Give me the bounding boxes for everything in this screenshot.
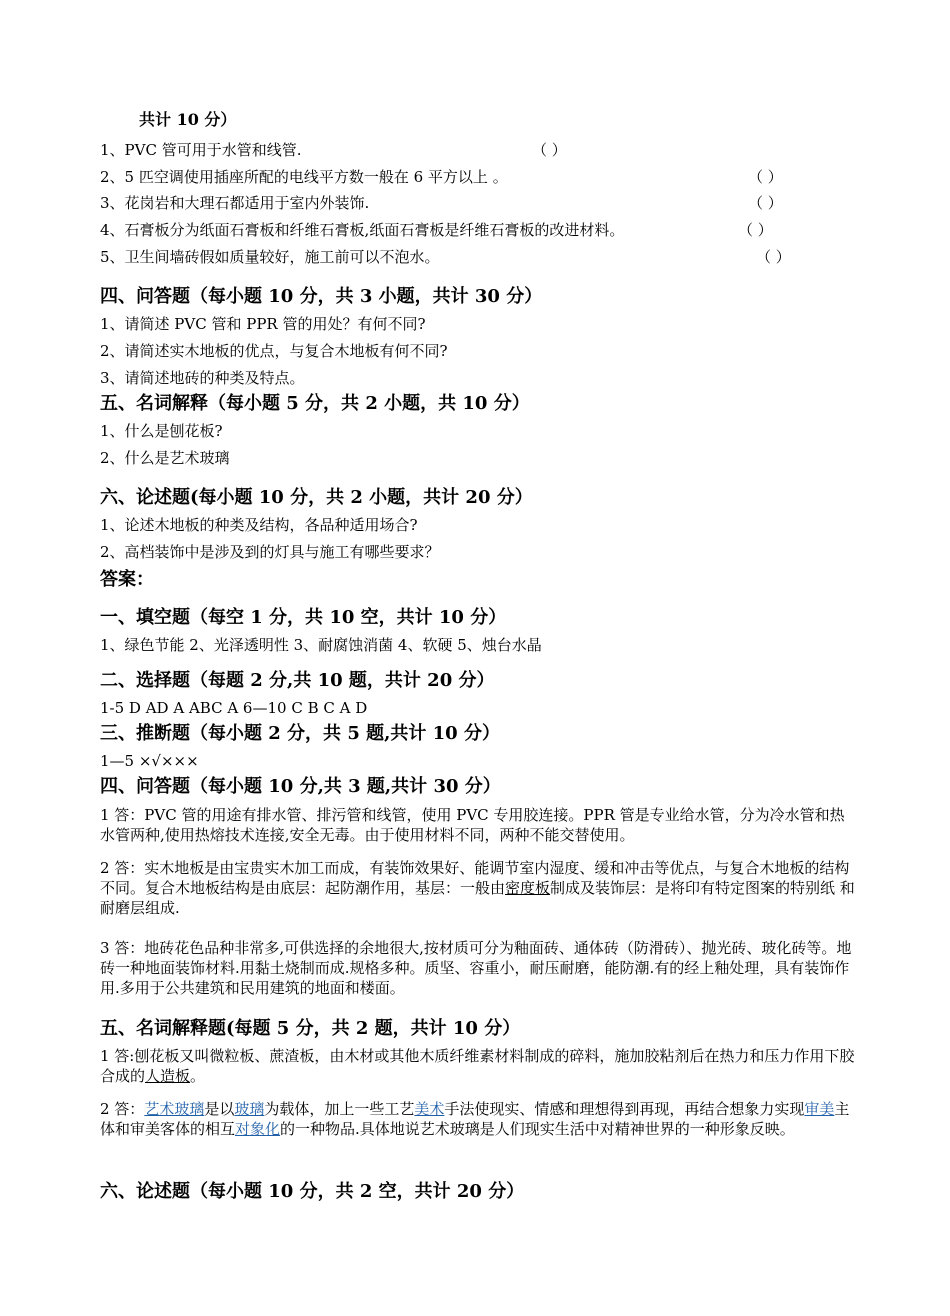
answer-terms-2-p2: 为载体，加上一些工艺: [264, 1100, 415, 1118]
essay-section-title: 六、论述题(每小题 10 分，共 2 小题，共计 20 分）: [100, 487, 533, 508]
answer-judge-text: 1—5 ×√×××: [100, 752, 199, 770]
judge-item-5: 5、卫生间墙砖假如质量较好，施工前可以不泡水。: [100, 248, 440, 266]
judge-blank-3: （ ）: [748, 194, 783, 212]
answer-terms-2-p3: 手法使现实、情感和理想得到再现，再结合想象力实现: [444, 1100, 805, 1118]
man-made-board-term: 人造板: [145, 1067, 191, 1085]
answer-qa-2-tail: 制成及装饰层：是将印有特定图案的特别纸 和耐磨层组成.: [100, 879, 855, 917]
qa-item-2: 2、请简述实木地板的优点，与复合木地板有何不同?: [100, 342, 448, 360]
answer-choice-text: 1-5 D AD A ABC A 6—10 C B C A D: [100, 699, 368, 717]
answer-fill-text: 1、绿色节能 2、光泽透明性 3、耐腐蚀消菌 4、软硬 5、烛台水晶: [100, 636, 542, 654]
objectification-link[interactable]: 对象化: [235, 1120, 281, 1138]
art-glass-link[interactable]: 艺术玻璃: [144, 1100, 205, 1118]
answer-fill-title: 一、填空题（每空 1 分，共 10 空，共计 10 分）: [100, 607, 507, 628]
answer-terms-title: 五、名词解释题(每题 5 分，共 2 题，共计 10 分）: [100, 1018, 521, 1039]
answer-qa-3: 3 答：地砖花色品种非常多,可供选择的余地很大,按材质可分为釉面砖、通体砖（防滑砖）、抛光砖、玻化砖等。地砖一种地面装饰材料.用黏土烧制而成.规格多种。质坚、容重小，耐压耐磨，能防潮.有的经上釉处理，具有装饰作用.多用于公共建筑和民用建筑的地面和楼面。: [100, 939, 852, 997]
essay-item-2: 2、高档装饰中是涉及到的灯具与施工有哪些要求？: [100, 543, 440, 561]
glass-link[interactable]: 玻璃: [234, 1100, 265, 1118]
judge-blank-4: （ ）: [738, 221, 773, 239]
answer-terms-1-lead: 1 答:刨花板又叫微粒板、蔗渣板，由木材或其他木质纤维素材料制成的碎料，施加胶粘剂后在热力和压力作用下胶合成的: [100, 1047, 855, 1085]
aesthetic-link[interactable]: 审美: [804, 1100, 835, 1118]
density-board-term: 密度板: [505, 879, 551, 897]
terms-section-title: 五、名词解释（每小题 5 分，共 2 小题，共 10 分）: [100, 393, 530, 414]
answer-qa-1: 1 答：PVC 管的用途有排水管、排污管和线管，使用 PVC 专用胶连接。PPR 管是专业给水管，分为冷水管和热水管两种,使用热熔技术连接,安全无毒。由于使用材料不同，两种不能交替使用。: [100, 806, 845, 844]
qa-item-1: 1、请简述 PVC 管和 PPR 管的用处？有何不同?: [100, 315, 426, 333]
answer-terms-2-p1: 是以: [204, 1100, 235, 1118]
judge-blank-1: （ ）: [532, 141, 567, 159]
answer-choice-title: 二、选择题（每题 2 分,共 10 题，共计 20 分）: [100, 670, 495, 691]
answer-judge-title: 三、推断题（每小题 2 分，共 5 题,共计 10 分）: [100, 723, 500, 744]
essay-item-1: 1、论述木地板的种类及结构，各品种适用场合?: [100, 516, 418, 534]
answer-terms-2: [100, 1099, 856, 1139]
answer-terms-2-p0: 2 答：: [100, 1100, 145, 1118]
qa-item-3: 3、请简述地砖的种类及特点。: [100, 369, 305, 387]
answer-terms-1-tail: 。: [190, 1067, 206, 1085]
terms-item-2: 2、什么是艺术玻璃: [100, 449, 230, 467]
judge-header-tail: 共计 10 分）: [139, 110, 237, 129]
judge-item-2: 2、5 匹空调使用插座所配的电线平方数一般在 6 平方以上 。: [100, 168, 508, 186]
answer-qa-2-lead: 2 答：实木地板是由宝贵实木加工而成，有装饰效果好、能调节室内湿度、缓和冲击等优点，与复合木地板的结构不同。复合木地板结构是由底层：起防潮作用，基层：一般由: [100, 859, 850, 897]
judge-item-3: 3、花岗岩和大理石都适用于室内外装饰.: [100, 194, 370, 212]
answer-qa-title: 四、问答题（每小题 10 分,共 3 题,共计 30 分）: [100, 776, 501, 797]
terms-item-1: 1、什么是刨花板?: [100, 422, 223, 440]
answer-terms-2-p5: 的一种物品.具体地说艺术玻璃是人们现实生活中对精神世界的一种形象反映。: [280, 1120, 795, 1138]
answer-essay-title: 六、论述题（每小题 10 分，共 2 空，共计 20 分）: [100, 1181, 525, 1202]
fine-art-link[interactable]: 美术: [414, 1100, 445, 1118]
judge-item-4: 4、石膏板分为纸面石膏板和纤维石膏板,纸面石膏板是纤维石膏板的改进材料。: [100, 221, 625, 239]
answer-qa-2: [100, 858, 856, 918]
answers-label: 答案：: [100, 569, 154, 590]
judge-blank-2: （ ）: [748, 168, 783, 186]
answer-terms-2-p4: 主体和审美客体的相互: [100, 1100, 850, 1138]
answer-terms-1: [100, 1046, 856, 1086]
qa-section-title: 四、问答题（每小题 10 分，共 3 小题，共计 30 分）: [100, 286, 543, 307]
judge-item-1: 1、PVC 管可用于水管和线管.: [100, 141, 302, 159]
judge-blank-5: （ ）: [756, 248, 791, 266]
